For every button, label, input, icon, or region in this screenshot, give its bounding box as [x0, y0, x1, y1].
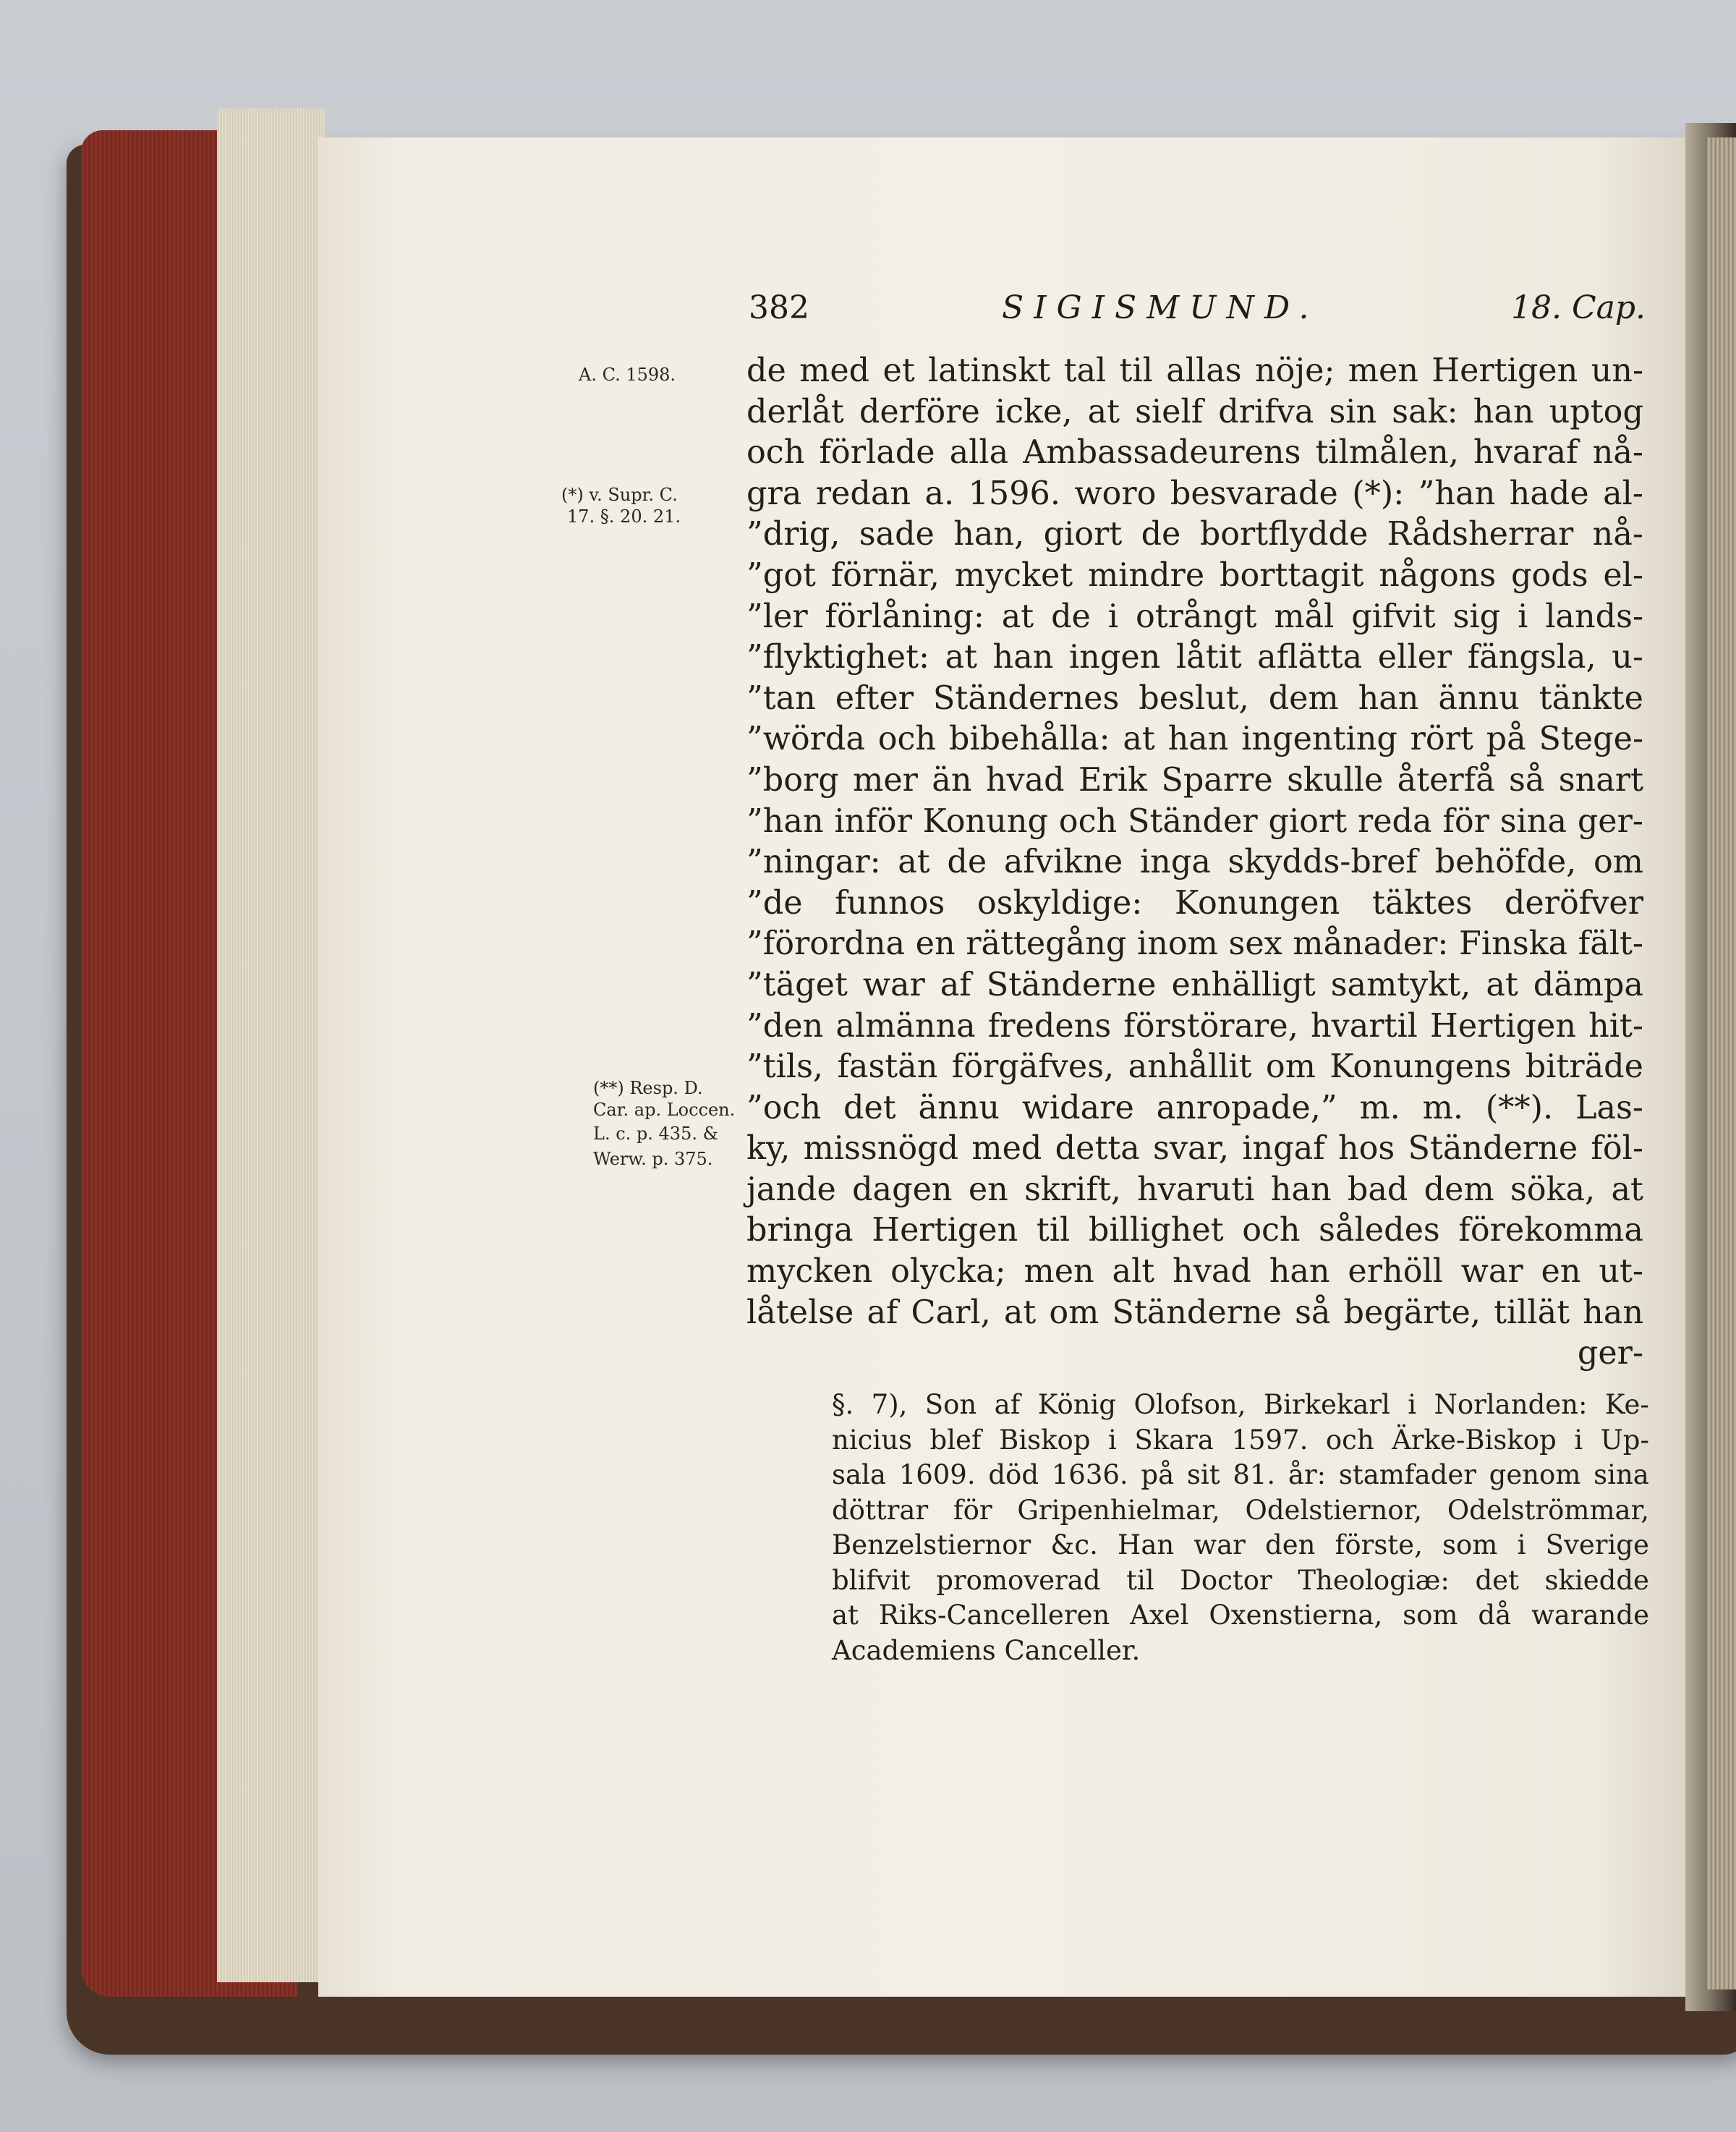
chapter-label: 18. Cap.	[1510, 289, 1646, 326]
body-line: bringa Hertigen til billighet och således förekomma	[746, 1212, 1643, 1249]
page-number: 382	[749, 289, 809, 326]
margin-note-ref-2c: L. c. p. 435. &	[593, 1124, 718, 1144]
body-line: ”got förnär, mycket mindre borttagit någons gods el-	[746, 556, 1643, 594]
footnote-line: sala 1609. död 1636. på sit 81. år: stamfader genom sina	[832, 1459, 1649, 1490]
margin-note-ref-2b: Car. ap. Loccen.	[593, 1100, 736, 1120]
footnote-line: §. 7), Son af König Olofson, Birkekarl i Norlanden: Ke-	[832, 1389, 1649, 1420]
footnote-line: Benzelstiernor &c. Han war den förste, som i Sverige	[832, 1529, 1649, 1560]
body-line: ”flyktighet: at han ingen låtit aflätta eller fängsla, u-	[746, 639, 1643, 676]
body-line: de med et latinskt tal til allas nöje; men Hertigen un-	[746, 352, 1643, 389]
body-line: ”ningar: at de afvikne inga skydds-bref behöfde, om	[746, 844, 1643, 881]
margin-note-ref-2a: (**) Resp. D.	[593, 1078, 703, 1098]
right-page-edge	[1707, 137, 1736, 1989]
margin-note-ref-1b: 17. §. 20. 21.	[567, 506, 681, 527]
body-line: och förlade alla Ambassadeurens tilmålen, hvaraf nå-	[746, 434, 1643, 472]
body-line: ky, missnögd med detta svar, ingaf hos Ständerne föl-	[746, 1130, 1643, 1168]
footnote-line: nicius blef Biskop i Skara 1597. och Ärke-Biskop i Up-	[832, 1424, 1649, 1456]
body-line: låtelse af Carl, at om Ständerne så begärte, tillät han	[746, 1294, 1643, 1331]
body-line: ”wörda och bibehålla: at han ingenting rört på Stege-	[746, 721, 1643, 758]
margin-note-ref-1a: (*) v. Supr. C.	[561, 485, 678, 505]
catchword: ger-	[1577, 1335, 1643, 1372]
body-line: gra redan a. 1596. woro besvarade (*): ”han hade al-	[746, 475, 1643, 512]
body-line: ”och det ännu widare anropade,” m. m. (**). Las-	[746, 1089, 1643, 1126]
body-line: ”förordna en rättegång inom sex månader: Finska fält-	[746, 925, 1643, 963]
margin-note-year: A. C. 1598.	[579, 365, 676, 385]
footnote-line: Academiens Canceller.	[832, 1634, 1141, 1666]
body-line: mycken olycka; men alt hvad han erhöll war en ut-	[746, 1253, 1643, 1291]
body-line: ”borg mer än hvad Erik Sparre skulle återfå så snart	[746, 761, 1643, 799]
body-line: ”tils, fastän förgäfves, anhållit om Konungens biträde	[746, 1048, 1643, 1086]
running-header	[749, 289, 1646, 340]
footnote-line: döttrar för Gripenhielmar, Odelstiernor, Odelströmmar,	[832, 1494, 1649, 1526]
body-line: ”de funnos oskyldige: Konungen täktes deröfver	[746, 884, 1643, 922]
footnote	[832, 1388, 1649, 1668]
body-line: ”tan efter Ständernes beslut, dem han ännu tänkte	[746, 679, 1643, 717]
running-title: SIGISMUND.	[1002, 289, 1319, 326]
footnote-line: at Riks-Cancelleren Axel Oxenstierna, som då warande	[832, 1600, 1649, 1631]
body-line: ”den almänna fredens förstörare, hvartil Hertigen hit-	[746, 1007, 1643, 1045]
margin-note-ref-2d: Werw. p. 375.	[593, 1149, 713, 1169]
body-line: ”ler förlåning: at de i otrångt mål gifvit sig i lands-	[746, 598, 1643, 635]
body-line: ”drig, sade han, giort de bortflydde Rådsherrar nå-	[746, 516, 1643, 553]
body-text	[746, 351, 1643, 1375]
body-line: ”täget war af Ständerne enhälligt samtykt, at dämpa	[746, 966, 1643, 1003]
footnote-line: blifvit promoverad til Doctor Theologiæ: det skiedde	[832, 1564, 1649, 1596]
page-stack	[217, 109, 326, 1982]
body-line: jande dagen en skrift, hvaruti han bad dem söka, at	[746, 1171, 1643, 1208]
body-line: derlåt derföre icke, at sielf drifva sin sak: han uptog	[746, 393, 1643, 430]
body-line: ”han inför Konung och Ständer giort reda för sina ger-	[746, 802, 1643, 840]
